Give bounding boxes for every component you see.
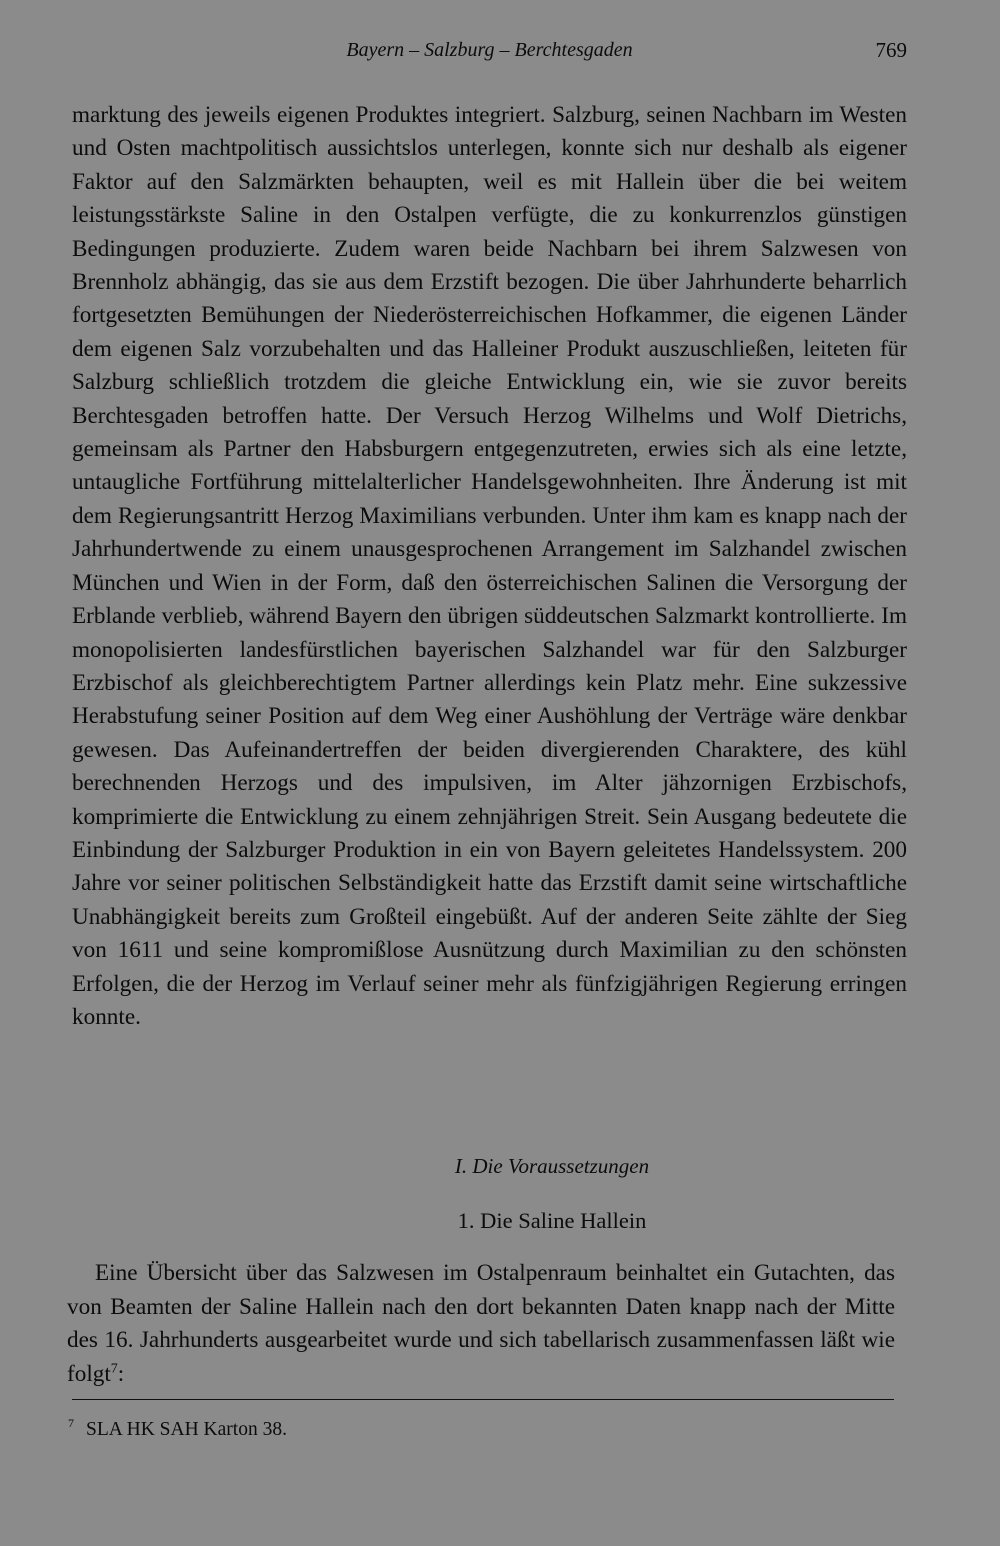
main-paragraph: marktung des jeweils eigenen Produktes integriert. Salzburg, seinen Nachbarn im Westen und Osten machtpolitisch aussichtslos unterlegen, konnte sich nur deshalb als eigener Faktor auf den Salzmärkten behaupten, weil es mit Hallein über die bei weitem leistungsstärkste Saline in den Ostalpen verfügte, die zu konkurrenzlos günstigen Bedingungen produzierte. Zudem waren beide Nachbarn bei ihrem Salzwesen von Brennholz abhängig, das sie aus dem Erzstift bezogen. Die über Jahrhunderte beharrlich fortgesetzten Bemühungen der Niederösterreichischen Hofkammer, die eigenen Länder dem eigenen Salz vorzubehalten und das Halleiner Produkt auszuschließen, leiteten für Salzburg schließlich trotzdem die gleiche Entwicklung ein, wie sie zuvor bereits Berchtesgaden betroffen hatte. Der Versuch Herzog Wilhelms und Wolf Dietrichs, gemeinsam als Partner den Habsburgern entgegenzutreten, erwies sich als eine letzte, untaugliche Fortführung mittelalterlicher Handelsgewohnheiten. Ihre Änderung ist mit dem Regierungsantritt Herzog Maximilians verbunden. Unter ihm kam es knapp nach der Jahrhundertwende zu einem unausgesprochenen Arrangement im Salzhandel zwischen München und Wien in der Form, daß den österreichischen Salinen die Versorgung der Erblande verblieb, während Bayern den übrigen süddeutschen Salzmarkt kontrollierte. Im monopolisierten landesfürstlichen bayerischen Salzhandel war für den Salzburger Erzbischof als gleichberechtigtem Partner allerdings kein Platz mehr. Eine sukzessive Herabstufung seiner Position auf dem Weg einer Aushöhlung der Verträge wäre denkbar gewesen. Das Aufeinandertreffen der beiden divergierenden Charaktere, des kühl berechnenden Herzogs und des impulsiven, im Alter jähzornigen Erzbischofs, komprimierte die Entwicklung zu einem zehnjährigen Streit. Sein Ausgang bedeutete die Einbindung der Salzburger Produktion in ein von Bayern geleitetes Handelssystem. 200 Jahre vor seiner politischen Selbständigkeit hatte das Erzstift damit seine wirtschaftliche Unabhängigkeit bereits zum Großteil eingebüßt. Auf der anderen Seite zählte der Sieg von 1611 und seine kompromißlose Ausnützung durch Maximilian zu den schönsten Erfolgen, die der Herzog im Verlauf seiner mehr als fünfzigjährigen Regierung erringen konnte. [72,102,907,1030]
running-title: Bayern – Salzburg – Berchtesgaden [346,39,633,61]
section-paragraph-end: : [117,1360,125,1387]
section-paragraph-text: Eine Übersicht über das Salzwesen im Ostalpenraum beinhaltet ein Gutachten, das von Beamten der Saline Hallein nach den dort bekannten Daten knapp nach der Mitte des 16. Jahrhunderts ausgearbeitet wurde und sich tabellarisch zusammenfassen läßt wie folgt [67,1260,895,1387]
section-text [67,1257,895,1391]
page-number: 769 [875,38,907,62]
section-paragraph [67,1257,895,1391]
footnote-text: SLA HK SAH Karton 38. [86,1419,287,1440]
section-heading: 1. Die Saline Hallein [457,1208,647,1233]
main-text [72,99,907,1034]
footnote-reference: 7 [110,1361,118,1377]
running-header [72,36,907,64]
footnote-divider [72,1399,894,1400]
part-heading: I. Die Voraussetzungen [454,1154,650,1178]
footnote [68,1408,896,1445]
footnote-mark: 7 [68,1416,74,1430]
